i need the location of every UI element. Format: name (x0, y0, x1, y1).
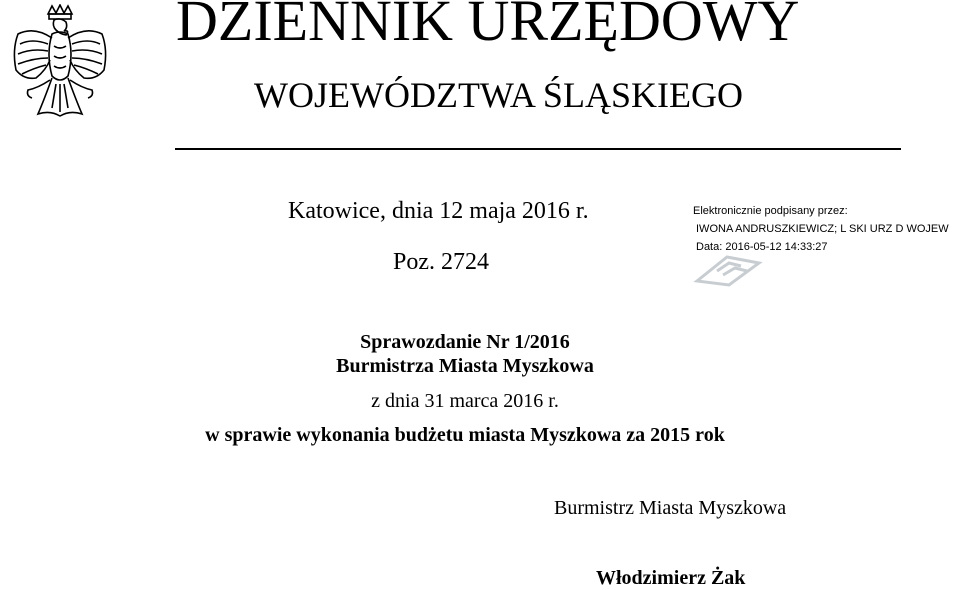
eagle-emblem-icon (8, 4, 112, 128)
journal-subtitle: WOJEWÓDZTWA ŚLĄSKIEGO (254, 75, 743, 115)
publication-position: Poz. 2724 (393, 249, 489, 275)
publication-place-date: Katowice, dnia 12 maja 2016 r. (288, 198, 589, 224)
header-divider (175, 148, 901, 150)
document-subject: w sprawie wykonania budżetu miasta Myszkowa za 2015 rok (205, 424, 725, 446)
signer-name: Włodzimierz Żak (596, 567, 746, 589)
journal-title: DZIENNIK URZĘDOWY (176, 0, 800, 53)
signer-role: Burmistrz Miasta Myszkowa (554, 497, 787, 519)
signature-signer: IWONA ANDRUSZKIEWICZ; L SKI URZ D WOJEW (696, 223, 949, 235)
document-date: z dnia 31 marca 2016 r. (371, 390, 559, 412)
document-title-line1: Sprawozdanie Nr 1/2016 (360, 331, 570, 353)
signature-date: Data: 2016-05-12 14:33:27 (696, 241, 828, 253)
electronic-signature-block (693, 203, 960, 293)
signature-logo-icon (693, 253, 763, 287)
signature-heading: Elektronicznie podpisany przez: (693, 205, 848, 217)
document-title-line2: Burmistrza Miasta Myszkowa (336, 355, 594, 377)
